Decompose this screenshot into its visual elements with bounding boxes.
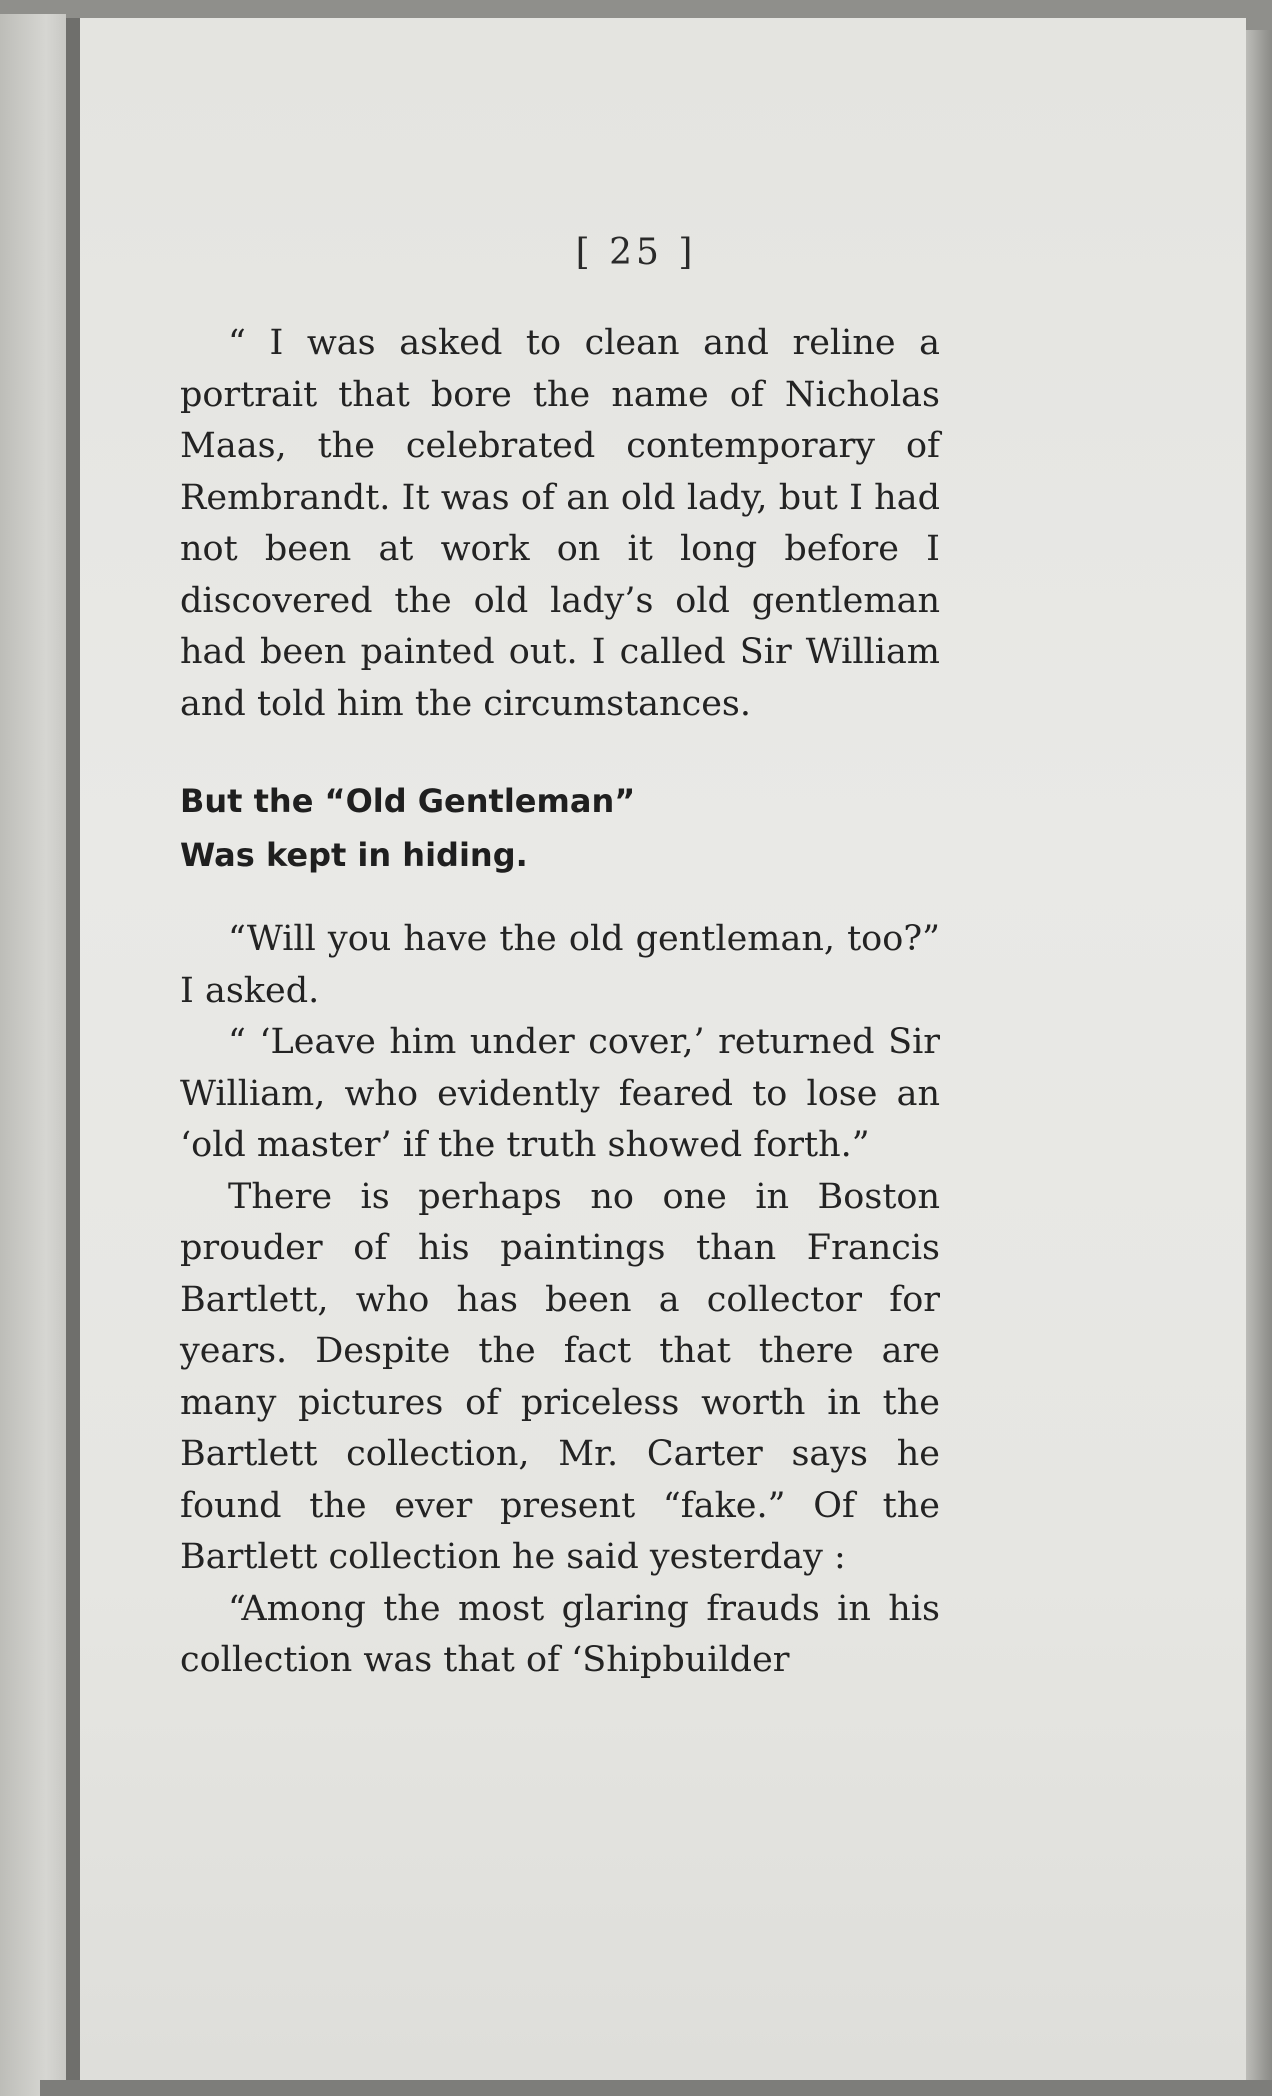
page-bottom-edge [40,2080,1272,2096]
page-right-edge [1246,30,1272,2096]
paragraph-5: “Among the most glaring frauds in his collection was that of ‘Shipbuilder [180,1588,940,1680]
page-number: [ 25 ] [575,232,697,273]
paragraph-2: “Will you have the old gentleman, too?” I asked. [180,919,940,1011]
section-heading [180,774,940,882]
paragraph-3: “ ‘Leave him under cover,’ returned Sir William, who evidently feared to lose an ‘old master’ if the truth showed forth.” [180,1022,940,1165]
body-text [180,318,940,1687]
section-heading-line-2: Was kept in hiding. [180,836,528,874]
adjacent-page-edge [0,14,66,2096]
section-heading-line-1: But the “Old Gentleman” [180,782,636,820]
paragraph-4: There is perhaps no one in Boston prouder of his paintings than Francis Bartlett, who has been a collector for years. Despite the fact that there are many pictures of priceless worth in the Bartlett collection, Mr. Carter says he found the ever present “fake.” Of the Bartlett collection he said yesterday : [180,1176,940,1577]
paragraph-1: “ I was asked to clean and reline a portrait that bore the name of Nicholas Maas, the celebrated contemporary of Rembrandt. It was of an old lady, but I had not been at work on it long before I discovered the old lady’s old gentleman had been painted out. I called Sir William and told him the circumstances. [180,323,940,724]
